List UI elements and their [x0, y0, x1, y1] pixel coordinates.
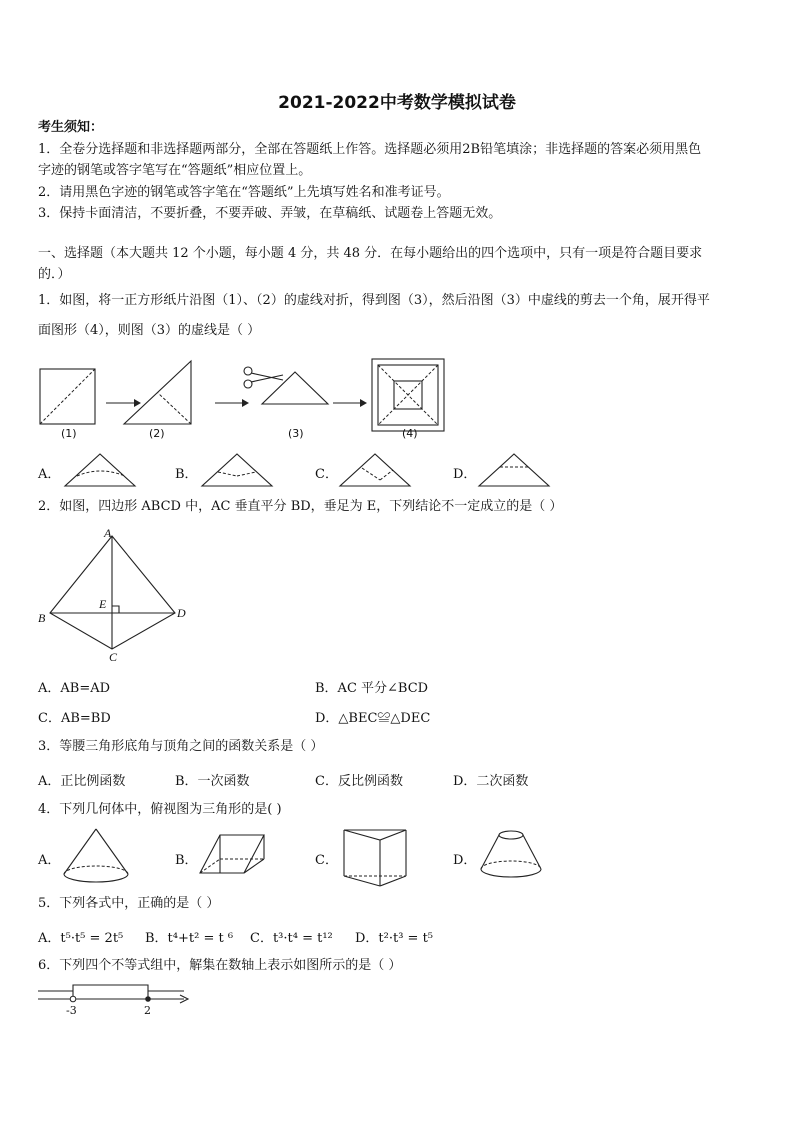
question-6-stem: 6．下列四个不等式组中，解集在数轴上表示如图所示的是（ ） — [38, 958, 402, 973]
q1-option-b-figure — [200, 452, 275, 488]
question-1-stem-cont: 面图形（4），则图（3）的虚线是（ ） — [38, 323, 261, 338]
notice-item: 字迹的钢笔或答字笔写在“答题纸”相应位置上。 — [38, 163, 312, 178]
q2-option-c[interactable]: C．AB=BD — [38, 711, 111, 726]
q2-option-b[interactable]: B．AC 平分∠BCD — [315, 681, 429, 696]
q3-option-d[interactable]: D．二次函数 — [453, 774, 529, 789]
exam-title: 2021-2022中考数学模拟试卷 — [278, 93, 516, 113]
q2-option-a[interactable]: A．AB=AD — [38, 681, 111, 696]
section-heading: 一、选择题（本大题共 12 个小题，每小题 4 分，共 48 分．在每小题给出的四个选项中，只有一项是符合题目要求 — [38, 246, 703, 261]
question-5-stem: 5．下列各式中，正确的是（ ） — [38, 896, 220, 911]
q6-number-line — [38, 980, 193, 1016]
q1-option-d[interactable]: D． — [453, 467, 477, 482]
figure-label: (4) — [402, 427, 418, 440]
q5-option-a[interactable]: A．t⁵·t⁵ = 2t⁵ — [38, 931, 124, 946]
figure-label: (2) — [149, 427, 165, 440]
q5-option-d[interactable]: D．t²·t³ = t⁵ — [355, 931, 434, 946]
point-label-c: C — [109, 650, 118, 664]
notice-item: 3．保持卡面清洁，不要折叠，不要弄破、弄皱，在草稿纸、试题卷上答题无效。 — [38, 206, 502, 221]
q4-option-a[interactable]: A． — [38, 853, 61, 868]
q1-option-c[interactable]: C． — [315, 467, 338, 482]
axis-label: 2 — [144, 1004, 151, 1017]
question-2-stem: 2．如图，四边形 ABCD 中，AC 垂直平分 BD，垂足为 E，下列结论不一定成立的是（ ） — [38, 499, 563, 514]
q4-option-c[interactable]: C． — [315, 853, 338, 868]
figure-label: (1) — [61, 427, 77, 440]
point-label-e: E — [99, 597, 107, 611]
figure-label: (3) — [288, 427, 304, 440]
q4-prism-figure — [198, 829, 268, 877]
question-3-stem: 3．等腰三角形底角与顶角之间的函数关系是（ ） — [38, 739, 324, 754]
q2-quadrilateral-diagram — [36, 526, 196, 666]
q5-option-b[interactable]: B．t⁴+t² = t ⁶ — [145, 931, 234, 946]
point-label-d: D — [177, 606, 186, 620]
point-label-a: A — [104, 526, 112, 540]
q1-option-c-figure — [338, 452, 413, 488]
q2-option-d[interactable]: D．△BEC≌△DEC — [315, 711, 431, 726]
q4-option-b[interactable]: B． — [175, 853, 198, 868]
q1-option-a-figure — [63, 452, 138, 488]
q1-fold-diagram — [38, 355, 443, 443]
question-4-stem: 4．下列几何体中，俯视图为三角形的是( ) — [38, 802, 282, 817]
point-label-b: B — [38, 611, 46, 625]
q4-cone-figure — [60, 827, 132, 887]
q1-option-d-figure — [477, 452, 552, 488]
q4-frustum-figure — [478, 829, 544, 881]
notice-heading: 考生须知： — [38, 120, 104, 135]
question-1-stem: 1．如图，将一正方形纸片沿图（1）、（2）的虚线对折，得到图（3），然后沿图（3）中虚线的剪去一个角，展开得平 — [38, 293, 710, 308]
q3-option-a[interactable]: A．正比例函数 — [38, 774, 126, 789]
q1-option-b[interactable]: B． — [175, 467, 198, 482]
q4-triangular-prism-figure — [340, 826, 410, 888]
q3-option-b[interactable]: B．一次函数 — [175, 774, 250, 789]
q5-option-c[interactable]: C．t³·t⁴ = t¹² — [250, 931, 333, 946]
notice-item: 2．请用黑色字迹的钢笔或答字笔在“答题纸”上先填写姓名和准考证号。 — [38, 185, 450, 200]
q1-option-a[interactable]: A． — [38, 467, 61, 482]
section-heading-cont: 的．） — [38, 267, 71, 282]
axis-label: -3 — [66, 1004, 77, 1017]
notice-item: 1．全卷分选择题和非选择题两部分，全部在答题纸上作答。选择题必须用2B铅笔填涂；非选择题的答案必须用黑色 — [38, 142, 702, 157]
q4-option-d[interactable]: D． — [453, 853, 477, 868]
q3-option-c[interactable]: C．反比例函数 — [315, 774, 403, 789]
